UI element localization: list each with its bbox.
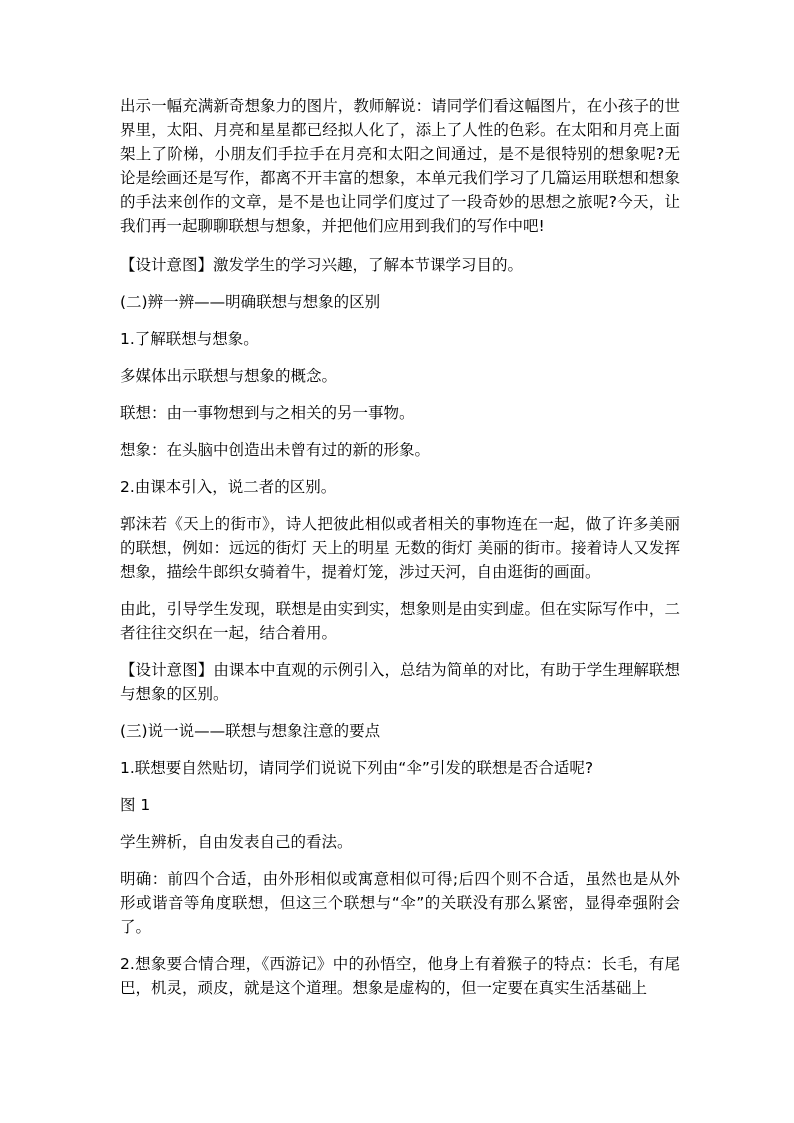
paragraph-design-intent-1: 【设计意图】激发学生的学习兴趣，了解本节课学习目的。 [120, 256, 524, 274]
paragraph-clarification: 明确：前四个合适，由外形相似或寓意相似可得;后四个则不合适，虽然也是从外形或谐音等角度联想，但这三个联想与“伞”的关联没有那么紧密，显得牵强附会了。 [120, 870, 680, 936]
paragraph-association-def: 联想：由一事物想到与之相关的另一事物。 [120, 404, 415, 422]
paragraph-step-1: 1.了解联想与想象。 [120, 330, 259, 348]
figure-caption: 图 1 [120, 796, 151, 814]
paragraph-design-intent-2: 【设计意图】由课本中直观的示例引入，总结为简单的对比，有助于学生理解联想与想象的区别。 [120, 661, 680, 703]
paragraph-conclusion: 由此，引导学生发现，联想是由实到实，想象则是由实到虚。但在实际写作中，二者往往交织在一起，结合着用。 [120, 600, 680, 642]
paragraph-imagination-def: 想象：在头脑中创造出未曾有过的新的形象。 [120, 441, 431, 459]
paragraph-multimedia: 多媒体出示联想与想象的概念。 [120, 367, 338, 385]
section-heading-2: (二)辨一辨——明确联想与想象的区别 [120, 293, 381, 311]
paragraph-point-1: 1.联想要自然贴切，请同学们说说下列由“伞”引发的联想是否合适呢? [120, 759, 594, 777]
section-heading-3: (三)说一说——联想与想象注意的要点 [120, 722, 381, 740]
paragraph-intro: 出示一幅充满新奇想象力的图片，教师解说：请同学们看这幅图片，在小孩子的世界里，太阳、月亮和星星都已经拟人化了，添上了人性的色彩。在太阳和月亮上面架上了阶梯，小朋友们手拉手在月亮和太阳之间通过，是不是很特别的想象呢?无论是绘画还是写作，都离不开丰富的想象，本单元我们学习了几篇运用联想和想象的手法来创作的文章，是不是也让同学们度过了一段奇妙的思想之旅呢?今天，让我们再一起聊聊联想与想象，并把他们应用到我们的写作中吧! [120, 97, 680, 235]
document-body [120, 94, 680, 1013]
paragraph-example: 郭沫若《天上的街市》，诗人把彼此相似或者相关的事物连在一起，做了许多美丽的联想，例如：远远的街灯 天上的明星 无数的街灯 美丽的街市。接着诗人又发挥想象，描绘牛郎织女骑着牛，提着灯笼，涉过天河，自由逛街的画面。 [120, 515, 680, 581]
paragraph-step-2: 2.由课本引入，说二者的区别。 [120, 478, 337, 496]
paragraph-student-discussion: 学生辨析，自由发表自己的看法。 [120, 833, 353, 851]
paragraph-point-2: 2.想象要合情合理，《西游记》中的孙悟空，他身上有着猴子的特点：长毛，有尾巴，机灵，顽皮，就是这个道理。想象是虚构的，但一定要在真实生活基础上 [120, 955, 680, 997]
